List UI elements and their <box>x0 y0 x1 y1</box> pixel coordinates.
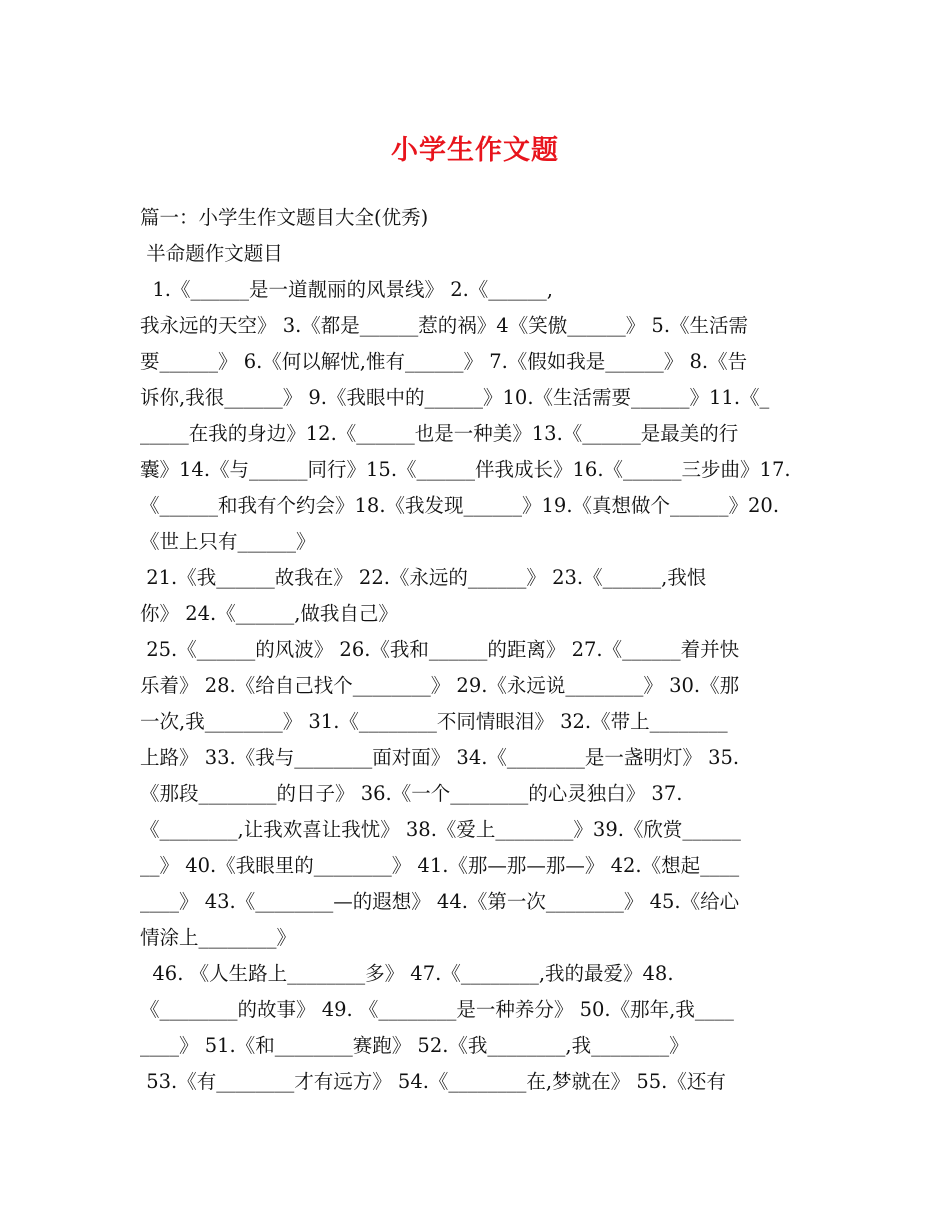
text-line: 囊》14.《与______同行》15.《______伴我成长》16.《______三步曲》17. <box>140 458 791 481</box>
text-line: 《________的故事》 49. 《________是一种养分》 50.《那年,我____ <box>140 998 734 1021</box>
text-line: 你》 24.《______,做我自己》 <box>140 602 398 625</box>
subheading: 半命题作文题目 <box>140 242 283 265</box>
text-line: 诉你,我很______》 9.《我眼中的______》10.《生活需要______》11.《_ <box>140 386 770 409</box>
text-line: 《世上只有______》 <box>140 530 316 553</box>
text-line: 53.《有________才有远方》 54.《________在,梦就在》 55.《还有 <box>140 1070 726 1093</box>
text-line: ____》 43.《________—的遐想》 44.《第一次________》 45.《给心 <box>140 890 740 913</box>
text-line: ____》 51.《和________赛跑》 52.《我________,我________》 <box>140 1034 689 1057</box>
text-line: __》 40.《我眼里的________》 41.《那—那—那—》 42.《想起____ <box>140 854 740 877</box>
text-line: 1.《______是一道靓丽的风景线》 2.《______, <box>140 278 554 301</box>
document-body <box>140 200 812 1100</box>
text-line: 我永远的天空》 3.《都是______惹的祸》4《笑傲______》 5.《生活需 <box>140 314 749 337</box>
text-line: 46. 《人生路上________多》 47.《________,我的最爱》48. <box>140 962 674 985</box>
text-line: _____在我的身边》12.《______也是一种美》13.《______是最美的行 <box>140 422 739 445</box>
text-line: 21.《我______故我在》 22.《永远的______》 23.《______,我恨 <box>140 566 707 589</box>
text-line: 《________,让我欢喜让我忧》 38.《爱上________》39.《欣赏______ <box>140 818 741 841</box>
text-line: 《______和我有个约会》18.《我发现______》19.《真想做个______》20. <box>140 494 780 517</box>
section-heading: 篇一：小学生作文题目大全(优秀) <box>140 206 429 229</box>
text-line: 一次,我________》 31.《________不同情眼泪》 32.《带上________ <box>140 710 728 733</box>
text-line: 情涂上________》 <box>140 926 297 949</box>
document-title: 小学生作文题 <box>391 135 559 166</box>
text-line: 《那段________的日子》 36.《一个________的心灵独白》 37. <box>140 782 683 805</box>
text-line: 要______》 6.《何以解忧,惟有______》 7.《假如我是______》 8.《告 <box>140 350 748 373</box>
text-line: 乐着》 28.《给自己找个________》 29.《永远说________》 30.《那 <box>140 674 740 697</box>
text-line: 25.《______的风波》 26.《我和______的距离》 27.《______着并快 <box>140 638 740 661</box>
text-line: 上路》 33.《我与________面对面》 34.《________是一盏明灯》 35. <box>140 746 740 769</box>
